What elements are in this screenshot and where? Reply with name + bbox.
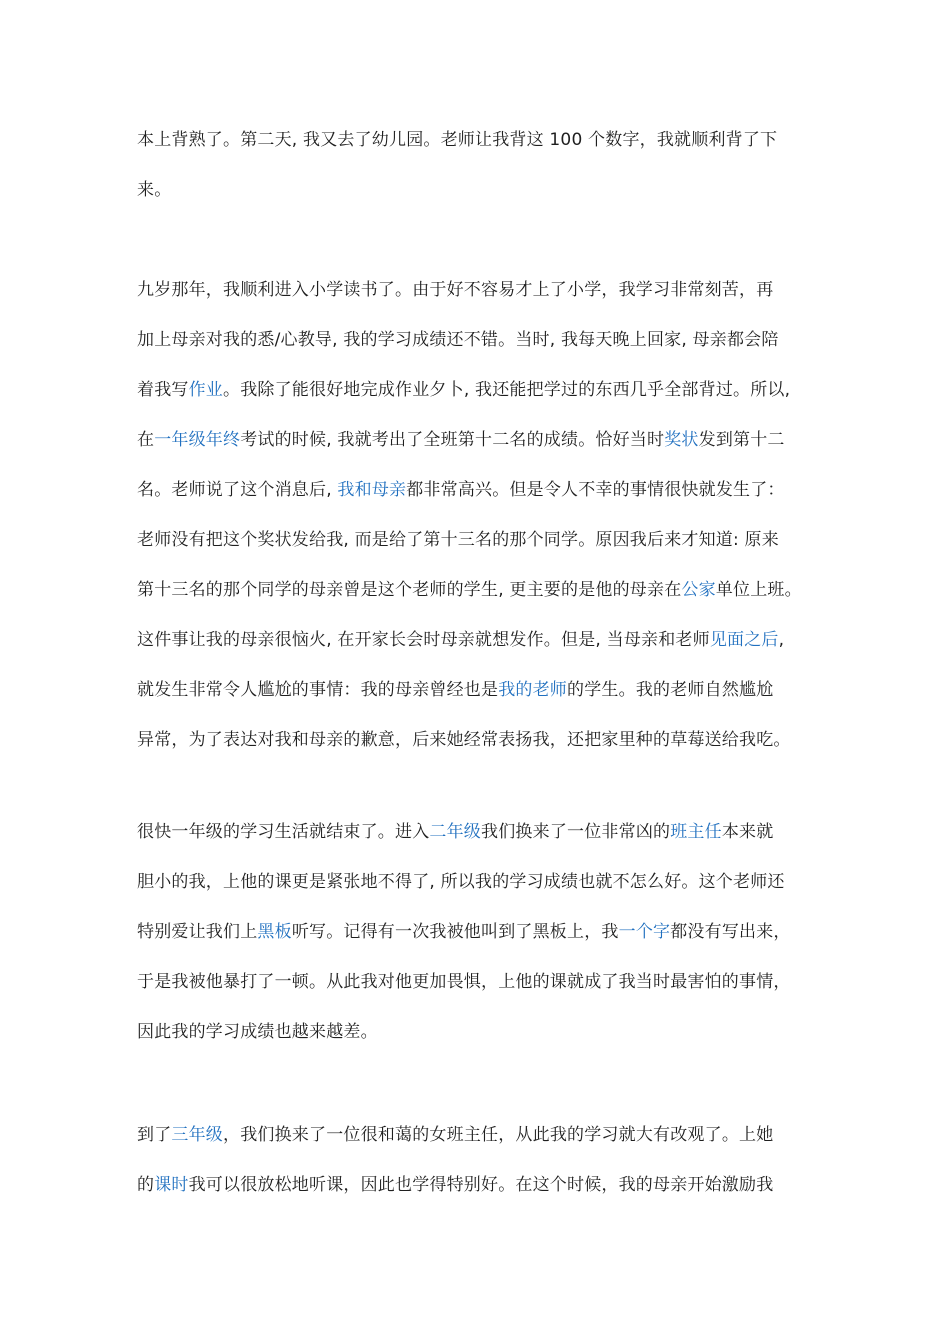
inline-link[interactable]: 见面之后 xyxy=(709,630,779,650)
text-line xyxy=(137,165,827,215)
inline-link[interactable]: 作业 xyxy=(188,380,224,400)
text-segment: ，我们换来了一位很和蔼的女班主任，从此我的学习就大有改观了。上她 xyxy=(223,1125,774,1145)
text-segment: 的 xyxy=(137,1175,155,1195)
inline-link[interactable]: 课时 xyxy=(154,1175,189,1195)
text-segment: 老师没有把这个奖状发给我, 而是给了第十三名的那个同学。原因我后来才知道: 原来 xyxy=(137,530,779,550)
text-segment: 我可以很放松地听课，因此也学得特别好。在这个时候，我的母亲开始激励我 xyxy=(188,1175,774,1195)
paragraph-4 xyxy=(137,1110,827,1210)
text-line xyxy=(137,315,827,365)
text-segment: 这件事让我的母亲很恼火, 在开家长会时母亲就想发作。但是, 当母亲和老师 xyxy=(137,630,710,650)
text-line xyxy=(137,665,827,715)
text-line xyxy=(137,465,827,515)
text-segment: 发到第十二 xyxy=(698,430,785,450)
text-line xyxy=(137,515,827,565)
text-segment: 来。 xyxy=(137,180,172,200)
inline-link[interactable]: 我和母亲 xyxy=(337,480,407,500)
inline-link[interactable]: 公家 xyxy=(681,580,716,600)
text-segment: 本上背熟了。第二天, 我又去了幼儿园。老师让我背这 100 个数字，我就顺利背了下 xyxy=(137,130,778,150)
text-segment: 在 xyxy=(137,430,155,450)
text-line xyxy=(137,565,827,615)
inline-link[interactable]: 黑板 xyxy=(257,922,292,942)
text-segment: 本来就 xyxy=(721,822,774,842)
text-segment: 就发生非常令人尴尬的事情：我的母亲曾经也是 xyxy=(137,680,499,700)
paragraph-1 xyxy=(137,115,827,215)
text-segment: 胆小的我，上他的课更是紧张地不得了, 所以我的学习成绩也就不怎么好。这个老师还 xyxy=(137,872,785,892)
text-line xyxy=(137,857,827,907)
text-segment: 因此我的学习成绩也越来越差。 xyxy=(137,1022,378,1042)
text-segment: 。我除了能很好地完成作业夕卜, 我还能把学过的东西几乎全部背过。所以, xyxy=(223,380,791,400)
text-segment: 异常，为了表达对我和母亲的歉意，后来她经常表扬我，还把家里种的草莓送给我吃。 xyxy=(137,730,791,750)
text-line xyxy=(137,1160,827,1210)
text-segment: 加上母亲对我的悉/心教导, 我的学习成绩还不错。当时, 我每天晚上回家, 母亲都会陪 xyxy=(137,330,779,350)
text-line xyxy=(137,1110,827,1160)
inline-link[interactable]: 一个字 xyxy=(618,922,671,942)
text-line xyxy=(137,265,827,315)
text-line xyxy=(137,415,827,465)
text-segment: 考试的时候, 我就考出了全班第十二名的成绩。恰好当时 xyxy=(240,430,665,450)
text-segment: , xyxy=(778,630,785,650)
text-segment: 的学生。我的老师自然尴尬 xyxy=(567,680,774,700)
text-line xyxy=(137,615,827,665)
paragraph-2 xyxy=(137,265,827,765)
text-line xyxy=(137,365,827,415)
text-line xyxy=(137,115,827,165)
text-segment: 很快一年级的学习生活就结束了。进入 xyxy=(137,822,430,842)
text-segment: 到了 xyxy=(137,1125,172,1145)
text-line xyxy=(137,807,827,857)
text-segment: 听写。记得有一次我被他叫到了黑板上，我 xyxy=(291,922,619,942)
inline-link[interactable]: 我的老师 xyxy=(498,680,568,700)
text-segment: 着我写 xyxy=(137,380,189,400)
text-segment: 名。老师说了这个消息后, xyxy=(137,480,338,500)
text-segment: 都没有写出来， xyxy=(670,922,791,942)
text-segment: 都非常高兴。但是令人不幸的事情很快就发生了： xyxy=(406,480,785,500)
inline-link[interactable]: 三年级 xyxy=(171,1125,224,1145)
text-line xyxy=(137,1007,827,1057)
text-segment: 于是我被他暴打了一顿。从此我对他更加畏惧，上他的课就成了我当时最害怕的事情， xyxy=(137,972,791,992)
text-segment: 单位上班。 xyxy=(715,580,802,600)
text-line xyxy=(137,957,827,1007)
inline-link[interactable]: 一年级年终 xyxy=(154,430,241,450)
inline-link[interactable]: 奖状 xyxy=(664,430,699,450)
text-line xyxy=(137,907,827,957)
text-segment: 第十三名的那个同学的母亲曾是这个老师的学生, 更主要的是他的母亲在 xyxy=(137,580,682,600)
inline-link[interactable]: 班主任 xyxy=(670,822,722,842)
text-segment: 我们换来了一位非常凶的 xyxy=(481,822,671,842)
inline-link[interactable]: 二年级 xyxy=(429,822,482,842)
paragraph-3 xyxy=(137,807,827,1057)
text-segment: 九岁那年，我顺利进入小学读书了。由于好不容易才上了小学，我学习非常刻苦，再 xyxy=(137,280,774,300)
text-line xyxy=(137,715,827,765)
text-segment: 特别爱让我们上 xyxy=(137,922,258,942)
